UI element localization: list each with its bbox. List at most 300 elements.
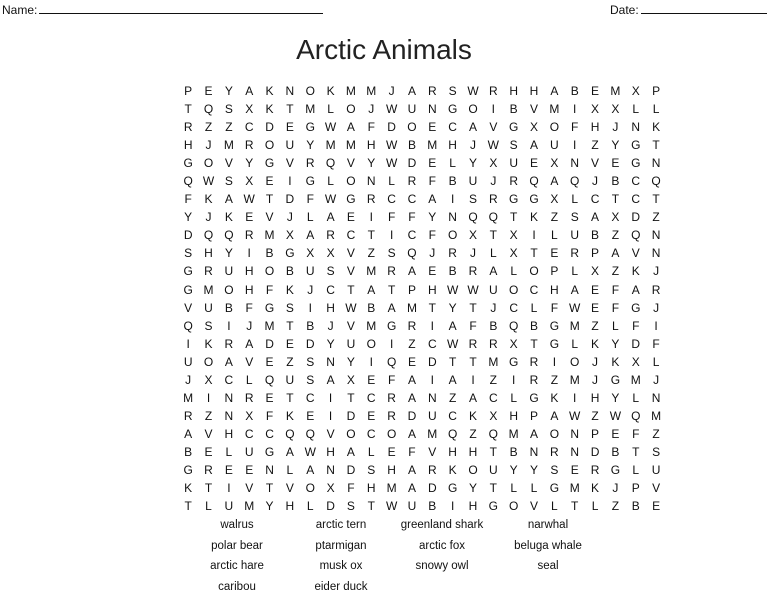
grid-letter: I [280,172,300,190]
word-list-item: walrus [176,515,298,536]
grid-letter: W [381,136,401,154]
grid-row [178,208,666,226]
grid-letter: W [320,190,340,208]
grid-letter: B [565,82,585,100]
grid-letter: Q [565,172,585,190]
grid-letter: T [646,190,666,208]
grid-letter: O [300,82,320,100]
grid-letter: W [605,407,625,425]
grid-letter: X [341,371,361,389]
grid-letter: I [219,479,239,497]
grid-letter: J [422,244,442,262]
grid-letter: O [381,425,401,443]
grid-letter: W [442,281,462,299]
grid-letter: T [341,389,361,407]
grid-letter: C [361,425,381,443]
grid-letter: X [524,118,544,136]
grid-letter: O [198,353,218,371]
grid-row [178,461,666,479]
grid-letter: K [585,479,605,497]
word-list-item: caribou [176,577,298,597]
grid-letter: T [259,479,279,497]
grid-letter: U [422,407,442,425]
grid-letter: U [402,497,422,515]
grid-letter: B [605,443,625,461]
grid-letter: W [381,100,401,118]
grid-letter: J [463,136,483,154]
grid-letter: V [422,443,442,461]
grid-letter: D [422,353,442,371]
word-list-item: seal [500,556,596,577]
grid-letter: G [524,389,544,407]
grid-letter: L [504,262,524,280]
grid-letter: T [178,497,198,515]
grid-letter: B [219,299,239,317]
grid-letter: M [259,317,279,335]
grid-letter: B [300,317,320,335]
grid-letter: L [565,335,585,353]
grid-letter: C [585,190,605,208]
grid-letter: N [219,389,239,407]
grid-letter: F [300,190,320,208]
grid-letter: D [320,497,340,515]
grid-letter: L [646,100,666,118]
grid-letter: R [422,82,442,100]
grid-letter: Z [605,226,625,244]
grid-letter: C [442,407,462,425]
word-list-item: snowy owl [384,556,500,577]
grid-letter: A [626,281,646,299]
grid-letter: L [626,100,646,118]
grid-letter: V [320,425,340,443]
grid-letter: X [483,407,503,425]
grid-letter: J [646,371,666,389]
grid-letter: H [280,497,300,515]
grid-letter: W [381,497,401,515]
grid-letter: O [402,118,422,136]
grid-letter: A [239,82,259,100]
grid-letter: J [361,100,381,118]
grid-letter: H [320,443,340,461]
grid-letter: P [524,407,544,425]
grid-letter: X [544,190,564,208]
grid-letter: A [544,407,564,425]
grid-letter: E [422,118,442,136]
grid-letter: J [585,172,605,190]
grid-row [178,425,666,443]
grid-letter: X [626,353,646,371]
grid-row [178,100,666,118]
grid-letter: F [381,208,401,226]
grid-letter: V [280,154,300,172]
grid-letter: V [341,244,361,262]
grid-letter: C [422,335,442,353]
grid-letter: C [504,299,524,317]
grid-letter: A [178,425,198,443]
grid-letter: S [646,443,666,461]
grid-letter: L [524,299,544,317]
grid-letter: F [361,118,381,136]
grid-letter: Z [219,118,239,136]
grid-letter: I [300,299,320,317]
word-list-item: arctic fox [384,536,500,557]
grid-letter: O [463,461,483,479]
grid-letter: R [178,407,198,425]
grid-letter: A [422,190,442,208]
grid-letter: A [402,479,422,497]
grid-letter: K [259,82,279,100]
grid-letter: O [219,281,239,299]
grid-letter: H [320,299,340,317]
grid-letter: X [198,371,218,389]
grid-letter: M [361,82,381,100]
grid-letter: B [442,262,462,280]
grid-letter: S [442,82,462,100]
grid-letter: Y [442,299,462,317]
grid-letter: Z [544,371,564,389]
grid-letter: O [259,136,279,154]
grid-letter: Y [259,497,279,515]
grid-letter: S [300,353,320,371]
grid-letter: P [646,82,666,100]
grid-letter: K [198,335,218,353]
name-field [2,2,323,17]
grid-letter: M [422,425,442,443]
grid-letter: R [524,353,544,371]
grid-letter: E [219,461,239,479]
grid-letter: M [239,497,259,515]
grid-letter: S [381,244,401,262]
grid-letter: Q [178,172,198,190]
grid-letter: G [259,299,279,317]
grid-letter: H [585,389,605,407]
grid-letter: U [341,335,361,353]
grid-letter: R [219,335,239,353]
grid-letter: L [300,208,320,226]
grid-letter: X [239,100,259,118]
word-list-row [176,556,596,577]
word-list-item: narwhal [500,515,596,536]
grid-letter: L [219,443,239,461]
grid-letter: F [259,281,279,299]
grid-letter: D [626,335,646,353]
grid-letter: L [239,371,259,389]
grid-letter: X [605,100,625,118]
grid-letter: D [402,407,422,425]
grid-letter: D [422,479,442,497]
grid-letter: L [524,479,544,497]
grid-letter: B [483,317,503,335]
grid-letter: Z [198,118,218,136]
grid-letter: R [422,461,442,479]
word-list-item: ptarmigan [298,536,384,557]
grid-letter: S [178,244,198,262]
grid-letter: Y [605,136,625,154]
grid-letter: A [320,371,340,389]
grid-letter: C [239,118,259,136]
grid-letter: C [341,226,361,244]
grid-letter: X [463,226,483,244]
grid-letter: R [178,118,198,136]
grid-letter: G [178,154,198,172]
grid-letter: I [544,353,564,371]
grid-letter: H [178,136,198,154]
grid-letter: U [280,136,300,154]
grid-letter: M [402,299,422,317]
grid-letter: Y [300,136,320,154]
grid-letter: N [422,100,442,118]
grid-letter: I [361,208,381,226]
grid-letter: I [381,226,401,244]
grid-letter: U [483,281,503,299]
grid-letter: R [483,335,503,353]
grid-letter: U [219,262,239,280]
grid-letter: U [178,353,198,371]
grid-letter: G [259,154,279,172]
grid-letter: I [565,100,585,118]
grid-letter: H [504,407,524,425]
grid-letter: V [341,262,361,280]
grid-letter: R [198,262,218,280]
grid-letter: Z [544,208,564,226]
grid-letter: C [402,226,422,244]
grid-letter: I [320,389,340,407]
grid-letter: X [504,335,524,353]
grid-letter: Z [646,425,666,443]
grid-letter: G [300,172,320,190]
grid-letter: A [402,425,422,443]
grid-letter: M [626,371,646,389]
grid-letter: L [381,172,401,190]
grid-letter: L [320,100,340,118]
grid-letter: B [442,172,462,190]
grid-letter: X [504,226,524,244]
grid-letter: F [605,281,625,299]
grid-letter: C [219,371,239,389]
grid-letter: R [544,443,564,461]
grid-letter: F [259,407,279,425]
grid-letter: H [463,443,483,461]
grid-letter: S [341,497,361,515]
grid-letter: E [300,407,320,425]
grid-letter: B [422,497,442,515]
grid-letter: X [239,172,259,190]
grid-letter: J [605,118,625,136]
grid-letter: Y [524,461,544,479]
grid-letter: F [626,317,646,335]
grid-row [178,154,666,172]
grid-letter: U [219,497,239,515]
grid-letter: F [565,118,585,136]
grid-letter: E [239,461,259,479]
grid-letter: A [381,299,401,317]
grid-letter: T [361,497,381,515]
word-list [176,515,596,597]
grid-letter: F [605,299,625,317]
grid-letter: E [605,425,625,443]
grid-letter: M [504,425,524,443]
grid-row [178,172,666,190]
grid-letter: Y [463,154,483,172]
grid-letter: O [198,154,218,172]
grid-row [178,262,666,280]
grid-letter: N [565,425,585,443]
grid-row [178,226,666,244]
grid-letter: S [361,461,381,479]
grid-letter: M [341,136,361,154]
grid-letter: V [198,425,218,443]
grid-letter: C [626,172,646,190]
grid-letter: T [280,317,300,335]
grid-letter: V [239,479,259,497]
word-list-item: arctic hare [176,556,298,577]
grid-letter: L [605,317,625,335]
name-blank-line [39,2,323,14]
grid-letter: A [361,281,381,299]
grid-letter: O [341,172,361,190]
grid-letter: J [320,317,340,335]
grid-letter: O [544,425,564,443]
grid-letter: A [402,461,422,479]
grid-letter: J [198,136,218,154]
grid-letter: N [646,244,666,262]
grid-letter: J [300,281,320,299]
grid-letter: H [239,262,259,280]
grid-letter: P [626,479,646,497]
grid-letter: L [544,497,564,515]
grid-row [178,244,666,262]
grid-letter: G [504,118,524,136]
grid-letter: V [646,479,666,497]
grid-row [178,136,666,154]
grid-letter: A [585,208,605,226]
grid-letter: L [565,262,585,280]
grid-letter: N [524,443,544,461]
grid-letter: X [280,226,300,244]
grid-letter: S [219,100,239,118]
grid-letter: Y [239,154,259,172]
grid-letter: H [442,136,462,154]
grid-letter: H [504,82,524,100]
grid-letter: L [280,461,300,479]
grid-letter: R [463,262,483,280]
grid-letter: E [585,82,605,100]
grid-letter: F [422,172,442,190]
grid-letter: O [544,118,564,136]
grid-letter: I [198,389,218,407]
grid-letter: Z [646,208,666,226]
grid-letter: Q [259,371,279,389]
grid-letter: A [442,317,462,335]
grid-letter: M [219,136,239,154]
grid-letter: W [341,299,361,317]
grid-letter: V [585,154,605,172]
grid-letter: E [422,262,442,280]
grid-letter: A [483,262,503,280]
grid-letter: V [219,154,239,172]
grid-letter: T [646,136,666,154]
grid-letter: V [280,479,300,497]
grid-letter: W [381,154,401,172]
grid-letter: P [585,244,605,262]
grid-letter: F [178,190,198,208]
grid-letter: I [239,244,259,262]
grid-letter: E [361,407,381,425]
grid-letter: T [280,100,300,118]
grid-letter: Q [626,226,646,244]
grid-letter: J [483,172,503,190]
grid-letter: G [544,479,564,497]
grid-letter: U [646,461,666,479]
grid-letter: T [463,353,483,371]
grid-letter: C [300,389,320,407]
grid-letter: T [361,226,381,244]
grid-letter: O [259,262,279,280]
date-label: Date: [610,3,639,17]
grid-letter: O [524,262,544,280]
grid-letter: U [402,100,422,118]
grid-letter: O [300,479,320,497]
grid-letter: D [259,118,279,136]
grid-letter: B [605,172,625,190]
grid-letter: O [463,100,483,118]
grid-letter: J [381,82,401,100]
grid-letter: C [259,425,279,443]
grid-letter: G [626,136,646,154]
grid-letter: B [504,443,524,461]
grid-letter: L [565,190,585,208]
grid-letter: R [585,461,605,479]
grid-letter: U [504,154,524,172]
grid-letter: Z [585,317,605,335]
grid-letter: N [320,461,340,479]
grid-letter: Q [483,208,503,226]
grid-letter: C [239,425,259,443]
grid-letter: Y [178,208,198,226]
grid-letter: A [565,281,585,299]
grid-letter: N [646,154,666,172]
grid-letter: C [381,190,401,208]
grid-letter: A [524,136,544,154]
grid-letter: G [178,461,198,479]
grid-letter: S [198,317,218,335]
grid-letter: W [565,407,585,425]
grid-letter: N [646,389,666,407]
grid-letter: T [524,244,544,262]
grid-letter: F [646,335,666,353]
date-blank-line [641,2,767,14]
grid-letter: Z [198,407,218,425]
grid-letter: R [646,281,666,299]
grid-letter: M [646,407,666,425]
grid-letter: Z [280,353,300,371]
grid-letter: W [442,335,462,353]
grid-letter: N [422,389,442,407]
grid-letter: M [198,281,218,299]
grid-letter: E [280,335,300,353]
grid-letter: O [565,353,585,371]
grid-letter: R [239,226,259,244]
grid-letter: G [178,262,198,280]
grid-letter: R [239,389,259,407]
grid-letter: D [341,407,361,425]
grid-letter: H [219,425,239,443]
grid-letter: H [239,281,259,299]
grid-letter: T [463,299,483,317]
grid-letter: R [300,154,320,172]
grid-letter: L [504,389,524,407]
grid-letter: I [381,335,401,353]
